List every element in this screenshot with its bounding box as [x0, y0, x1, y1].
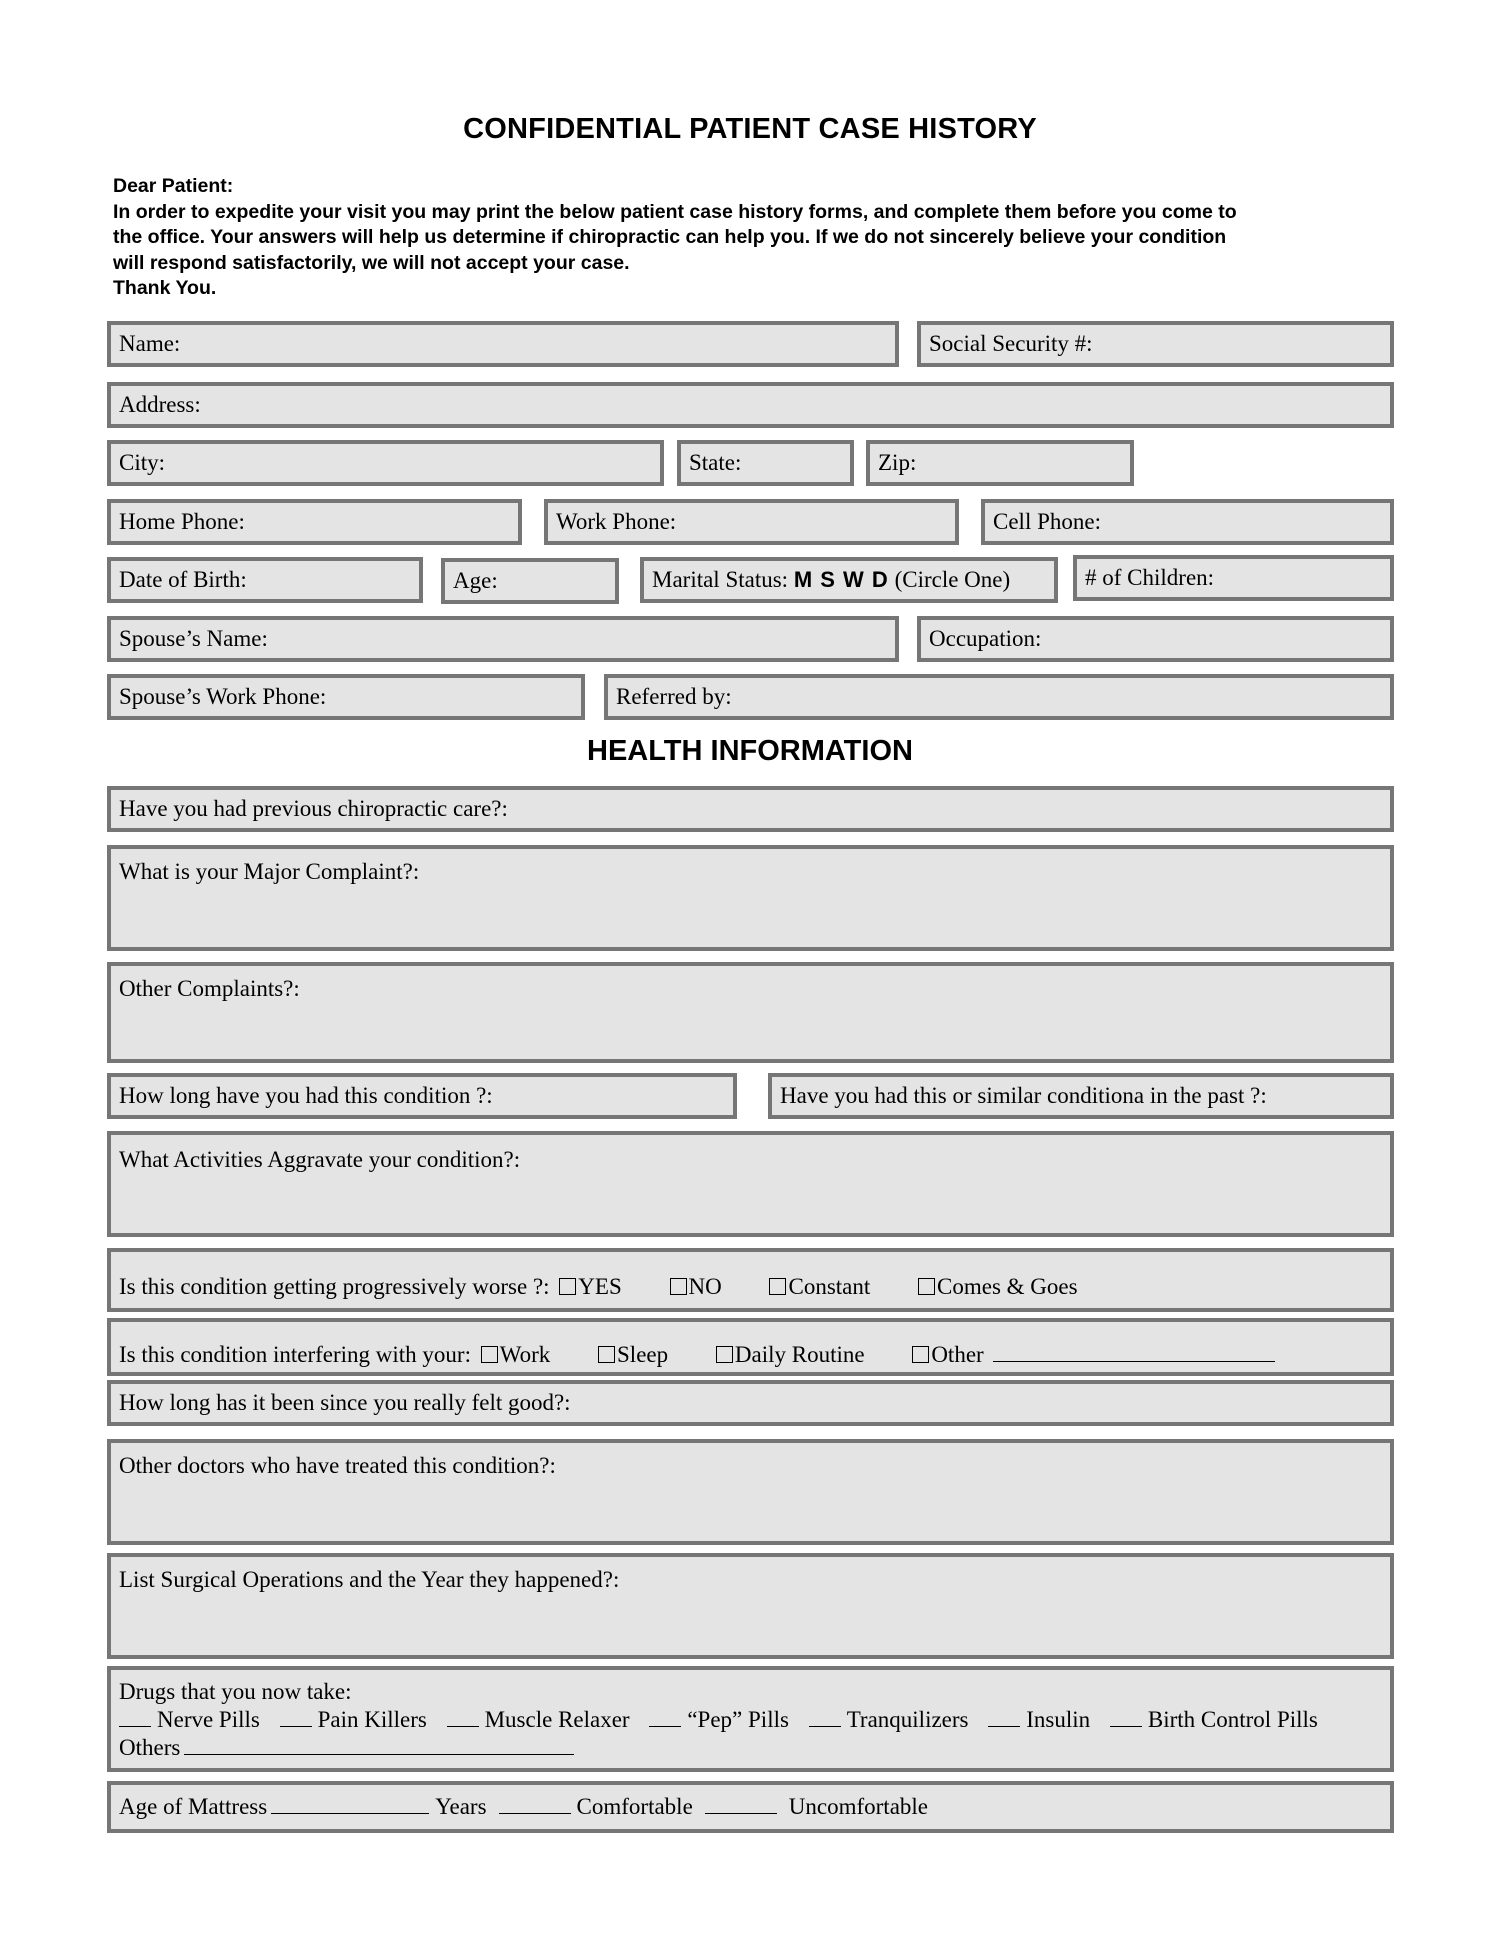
checkbox-icon[interactable] [559, 1278, 576, 1295]
checkbox-work[interactable]: Work [481, 1342, 551, 1368]
state-label: State: [689, 450, 742, 475]
age-label: Age: [453, 568, 498, 593]
intro-letter [113, 174, 1413, 302]
cell-phone-label: Cell Phone: [993, 509, 1101, 534]
condition-duration-field[interactable] [107, 1073, 737, 1119]
age-field[interactable] [441, 558, 619, 604]
drug-blank[interactable] [1110, 1708, 1142, 1727]
mattress-comfortable-label: Comfortable [576, 1794, 693, 1819]
checkbox-icon[interactable] [670, 1278, 687, 1295]
checkbox-yes[interactable]: YES [559, 1274, 621, 1300]
checkbox-daily-routine[interactable]: Daily Routine [716, 1342, 865, 1368]
other-blank-line[interactable] [993, 1343, 1275, 1362]
drug-blank[interactable] [649, 1708, 681, 1727]
drug-blank[interactable] [809, 1708, 841, 1727]
spouse-name-label: Spouse’s Name: [119, 626, 268, 651]
drugs-list [119, 1706, 1328, 1734]
intro-line: In order to expedite your visit you may print the below patient case history forms, and complete them before you come to [113, 200, 1237, 223]
checkbox-icon[interactable] [598, 1346, 615, 1363]
previous-care-field[interactable] [107, 786, 1394, 832]
drug-insulin[interactable]: Insulin [984, 1706, 1090, 1734]
felt-good-field[interactable] [107, 1380, 1394, 1426]
marital-status-hint: (Circle One) [894, 567, 1011, 592]
document-title: CONFIDENTIAL PATIENT CASE HISTORY [463, 113, 1037, 145]
checkbox-icon[interactable] [912, 1346, 929, 1363]
home-phone-field[interactable] [107, 499, 522, 545]
children-label: # of Children: [1085, 565, 1215, 590]
mattress-uncomfortable-label: Uncomfortable [788, 1794, 929, 1819]
drug-blank[interactable] [447, 1708, 479, 1727]
drugs-content [119, 1678, 1328, 1762]
similar-past-label: Have you had this or similar conditiona in the past ?: [780, 1083, 1267, 1108]
drugs-others-blank[interactable] [184, 1736, 574, 1755]
drug-muscle-relaxer[interactable]: Muscle Relaxer [443, 1706, 630, 1734]
city-field[interactable] [107, 440, 664, 486]
checkbox-sleep[interactable]: Sleep [598, 1342, 668, 1368]
checkbox-constant[interactable]: Constant [769, 1274, 870, 1300]
spouse-work-phone-label: Spouse’s Work Phone: [119, 684, 327, 709]
drug-nerve-pills[interactable]: Nerve Pills [119, 1706, 260, 1734]
city-label: City: [119, 450, 166, 475]
condition-duration-label: How long have you had this condition ?: [119, 1083, 493, 1108]
spouse-name-field[interactable] [107, 616, 899, 662]
address-label: Address: [119, 392, 201, 417]
intro-line: the office. Your answers will help us determine if chiropractic can help you. If we do not sincerely believe your condition [113, 226, 1227, 248]
aggravating-activities-field[interactable] [107, 1131, 1394, 1237]
interfering-content [119, 1342, 1281, 1368]
dob-field[interactable] [107, 557, 423, 603]
other-complaints-field[interactable] [107, 962, 1394, 1063]
mattress-label: Age of Mattress [119, 1794, 268, 1819]
drugs-section [107, 1666, 1394, 1772]
progressively-worse-content [119, 1274, 1120, 1300]
progressively-worse-row [107, 1248, 1394, 1312]
checkbox-no[interactable]: NO [670, 1274, 722, 1300]
mattress-content [119, 1794, 928, 1820]
drug-birth-control-pills[interactable]: Birth Control Pills [1106, 1706, 1318, 1734]
referred-by-field[interactable] [604, 674, 1394, 720]
checkbox-other[interactable]: Other [912, 1342, 983, 1368]
ssn-label: Social Security #: [929, 331, 1093, 356]
drugs-others-row [119, 1734, 1328, 1762]
intro-closing: Thank You. [113, 277, 217, 299]
mattress-age-blank[interactable] [271, 1795, 429, 1814]
drugs-label: Drugs that you now take: [119, 1679, 352, 1704]
marital-status-text: Marital Status: [652, 567, 789, 592]
intro-line: will respond satisfactorily, we will not accept your case. [113, 251, 630, 274]
previous-care-label: Have you had previous chiropractic care?: [119, 796, 508, 821]
marital-status-label [652, 567, 1010, 593]
drug-pain-killers[interactable]: Pain Killers [276, 1706, 427, 1734]
similar-past-field[interactable] [768, 1073, 1394, 1119]
occupation-label: Occupation: [929, 626, 1042, 651]
ssn-field[interactable] [917, 321, 1394, 367]
zip-label: Zip: [878, 450, 917, 475]
drug-blank[interactable] [280, 1708, 312, 1727]
drug-blank[interactable] [119, 1708, 151, 1727]
children-field[interactable] [1073, 555, 1394, 601]
checkbox-icon[interactable] [918, 1278, 935, 1295]
other-complaints-label: Other Complaints?: [119, 976, 300, 1001]
work-phone-field[interactable] [544, 499, 959, 545]
intro-greeting: Dear Patient: [113, 175, 234, 197]
marital-status-options[interactable]: M S W D [793, 567, 889, 592]
checkbox-icon[interactable] [769, 1278, 786, 1295]
drug-blank[interactable] [988, 1708, 1020, 1727]
drug-pep-pills[interactable]: “Pep” Pills [645, 1706, 789, 1734]
address-field[interactable] [107, 382, 1394, 428]
felt-good-label: How long has it been since you really felt good?: [119, 1390, 571, 1415]
checkbox-comes-goes[interactable]: Comes & Goes [918, 1274, 1078, 1300]
dob-label: Date of Birth: [119, 567, 247, 592]
home-phone-label: Home Phone: [119, 509, 245, 534]
referred-by-label: Referred by: [616, 684, 732, 709]
work-phone-label: Work Phone: [556, 509, 677, 534]
other-doctors-field[interactable] [107, 1439, 1394, 1545]
zip-field[interactable] [866, 440, 1134, 486]
drug-tranquilizers[interactable]: Tranquilizers [805, 1706, 969, 1734]
mattress-row [107, 1781, 1394, 1833]
mattress-comfortable-blank[interactable] [499, 1795, 571, 1814]
occupation-field[interactable] [917, 616, 1394, 662]
checkbox-icon[interactable] [716, 1346, 733, 1363]
interfering-question: Is this condition interfering with your: [119, 1342, 471, 1367]
state-field[interactable] [677, 440, 854, 486]
major-complaint-field[interactable] [107, 845, 1394, 951]
drugs-others-label: Others [119, 1735, 181, 1760]
health-section-title: HEALTH INFORMATION [587, 735, 913, 767]
surgical-operations-field[interactable] [107, 1553, 1394, 1659]
interfering-row [107, 1318, 1394, 1376]
mattress-years-label: Years [435, 1794, 487, 1819]
major-complaint-label: What is your Major Complaint?: [119, 859, 420, 884]
progressively-worse-question: Is this condition getting progressively worse ?: [119, 1274, 550, 1299]
spouse-work-phone-field[interactable] [107, 674, 585, 720]
surgical-operations-label: List Surgical Operations and the Year they happened?: [119, 1567, 620, 1592]
name-label: Name: [119, 331, 181, 356]
aggravating-activities-label: What Activities Aggravate your condition?: [119, 1147, 521, 1172]
mattress-uncomfortable-blank[interactable] [705, 1795, 777, 1814]
cell-phone-field[interactable] [981, 499, 1394, 545]
other-doctors-label: Other doctors who have treated this condition?: [119, 1453, 556, 1478]
name-field[interactable] [107, 321, 899, 367]
checkbox-icon[interactable] [481, 1346, 498, 1363]
marital-status-field[interactable] [640, 557, 1058, 603]
